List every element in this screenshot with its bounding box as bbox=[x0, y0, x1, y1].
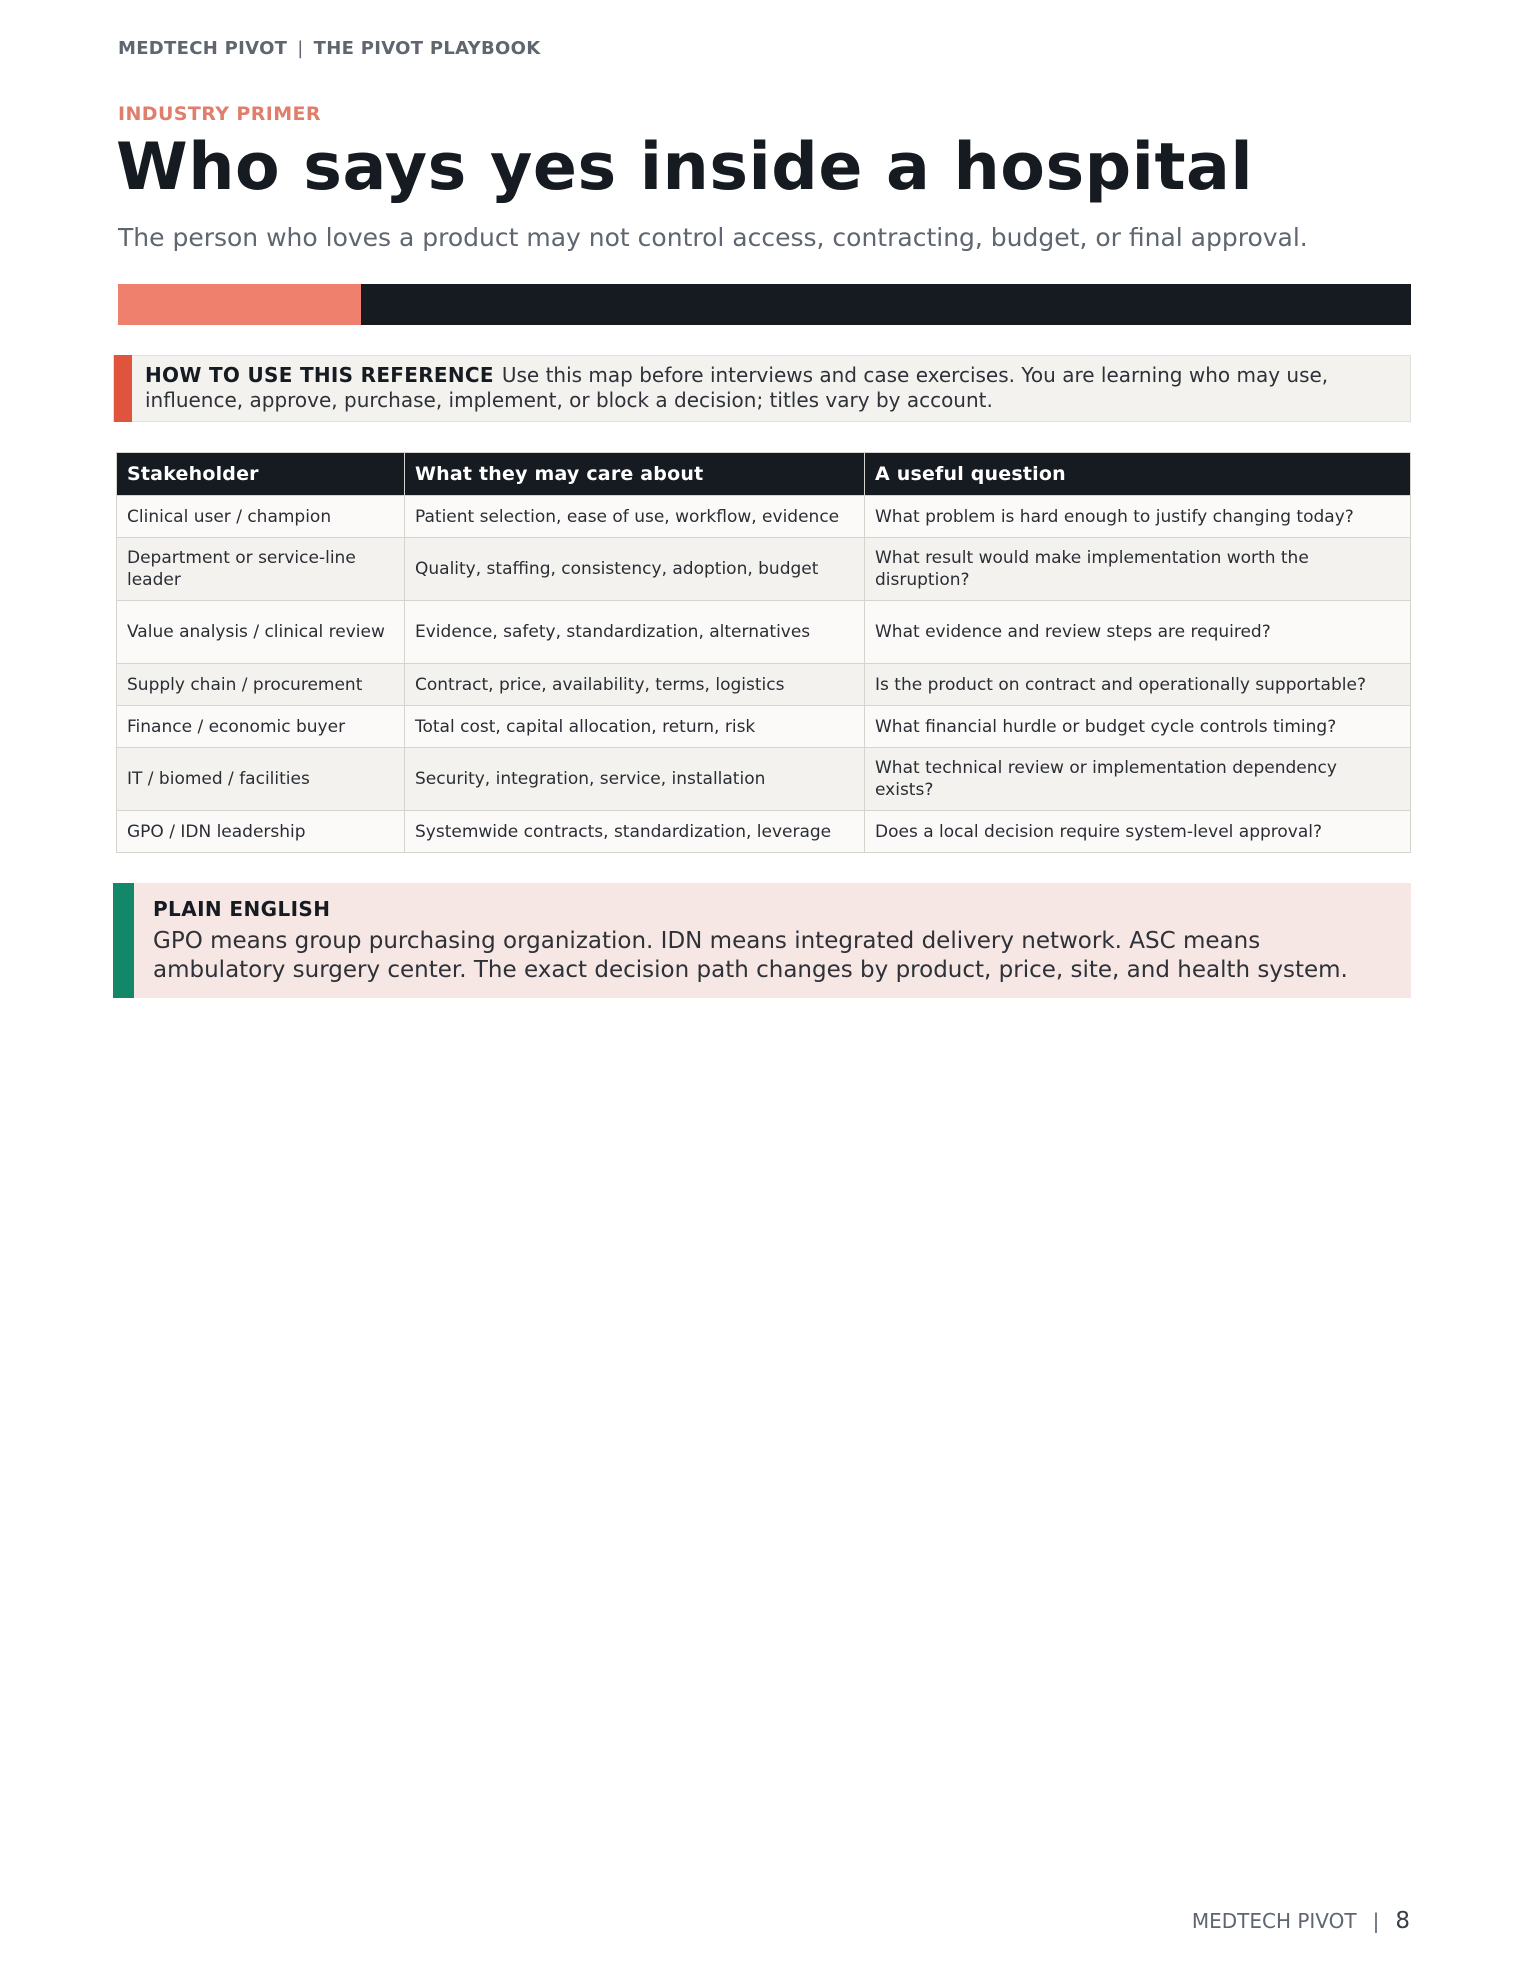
plain-english-accent-bar bbox=[113, 883, 134, 998]
table-row bbox=[117, 601, 1411, 664]
cares-about-cell: Quality, staffing, consistency, adoption, budget bbox=[405, 538, 865, 601]
cares-about-cell: Patient selection, ease of use, workflow, evidence bbox=[405, 496, 865, 538]
page-title: Who says yes inside a hospital bbox=[116, 130, 1254, 205]
callout-accent-bar bbox=[114, 355, 132, 422]
title-rule bbox=[118, 284, 1411, 325]
page-subtitle: The person who loves a product may not control access, contracting, budget, or final approval. bbox=[118, 223, 1308, 252]
stakeholder-cell: Finance / economic buyer bbox=[117, 706, 405, 748]
stakeholder-cell: Value analysis / clinical review bbox=[117, 601, 405, 664]
callout-body: Use this map before interviews and case exercises. You are learning who may use, influence, approve, purchase, implement, or block a decision; titles vary by account. bbox=[145, 363, 1329, 412]
useful-question-cell: What technical review or implementation dependency exists? bbox=[865, 748, 1411, 811]
running-header bbox=[118, 38, 540, 59]
table-row bbox=[117, 664, 1411, 706]
section-eyebrow: INDUSTRY PRIMER bbox=[118, 103, 321, 125]
header-brand: MEDTECH PIVOT bbox=[118, 38, 288, 59]
table-row bbox=[117, 496, 1411, 538]
table-header-row bbox=[117, 453, 1411, 496]
plain-english-body: GPO means group purchasing organization. IDN means integrated delivery network. ASC means ambulatory surgery center. The exact decision path changes by product, price, site, and health system. bbox=[153, 928, 1348, 983]
cares-about-cell: Security, integration, service, installation bbox=[405, 748, 865, 811]
useful-question-cell: What evidence and review steps are required? bbox=[865, 601, 1411, 664]
page-number: 8 bbox=[1395, 1908, 1410, 1934]
table-row bbox=[117, 748, 1411, 811]
column-header-cares-about: What they may care about bbox=[405, 453, 865, 496]
stakeholder-cell: GPO / IDN leadership bbox=[117, 811, 405, 853]
useful-question-cell: Is the product on contract and operationally supportable? bbox=[865, 664, 1411, 706]
plain-english-label: PLAIN ENGLISH bbox=[153, 897, 331, 921]
useful-question-cell: Does a local decision require system-level approval? bbox=[865, 811, 1411, 853]
useful-question-cell: What result would make implementation worth the disruption? bbox=[865, 538, 1411, 601]
footer-brand: MEDTECH PIVOT bbox=[1191, 1909, 1357, 1933]
page-footer bbox=[1192, 1908, 1410, 1934]
stakeholder-cell: Department or service-line leader bbox=[117, 538, 405, 601]
stakeholder-table bbox=[116, 452, 1411, 853]
stakeholder-cell: Supply chain / procurement bbox=[117, 664, 405, 706]
table-row bbox=[117, 706, 1411, 748]
title-rule-dark bbox=[361, 284, 1411, 325]
title-rule-accent bbox=[118, 284, 361, 325]
useful-question-cell: What problem is hard enough to justify changing today? bbox=[865, 496, 1411, 538]
cares-about-cell: Systemwide contracts, standardization, leverage bbox=[405, 811, 865, 853]
cares-about-cell: Evidence, safety, standardization, alternatives bbox=[405, 601, 865, 664]
how-to-use-callout bbox=[113, 355, 1411, 422]
column-header-stakeholder: Stakeholder bbox=[117, 453, 405, 496]
cares-about-cell: Contract, price, availability, terms, logistics bbox=[405, 664, 865, 706]
stakeholder-cell: Clinical user / champion bbox=[117, 496, 405, 538]
useful-question-cell: What financial hurdle or budget cycle controls timing? bbox=[865, 706, 1411, 748]
footer-separator: | bbox=[1372, 1909, 1380, 1933]
stakeholder-cell: IT / biomed / facilities bbox=[117, 748, 405, 811]
header-book-title: THE PIVOT PLAYBOOK bbox=[313, 38, 541, 59]
table-row bbox=[117, 811, 1411, 853]
table-row bbox=[117, 538, 1411, 601]
header-separator: | bbox=[297, 38, 304, 59]
column-header-useful-question: A useful question bbox=[865, 453, 1411, 496]
callout-text bbox=[145, 363, 1390, 413]
cares-about-cell: Total cost, capital allocation, return, risk bbox=[405, 706, 865, 748]
plain-english-callout bbox=[113, 883, 1411, 998]
callout-lead: HOW TO USE THIS REFERENCE bbox=[145, 363, 494, 387]
